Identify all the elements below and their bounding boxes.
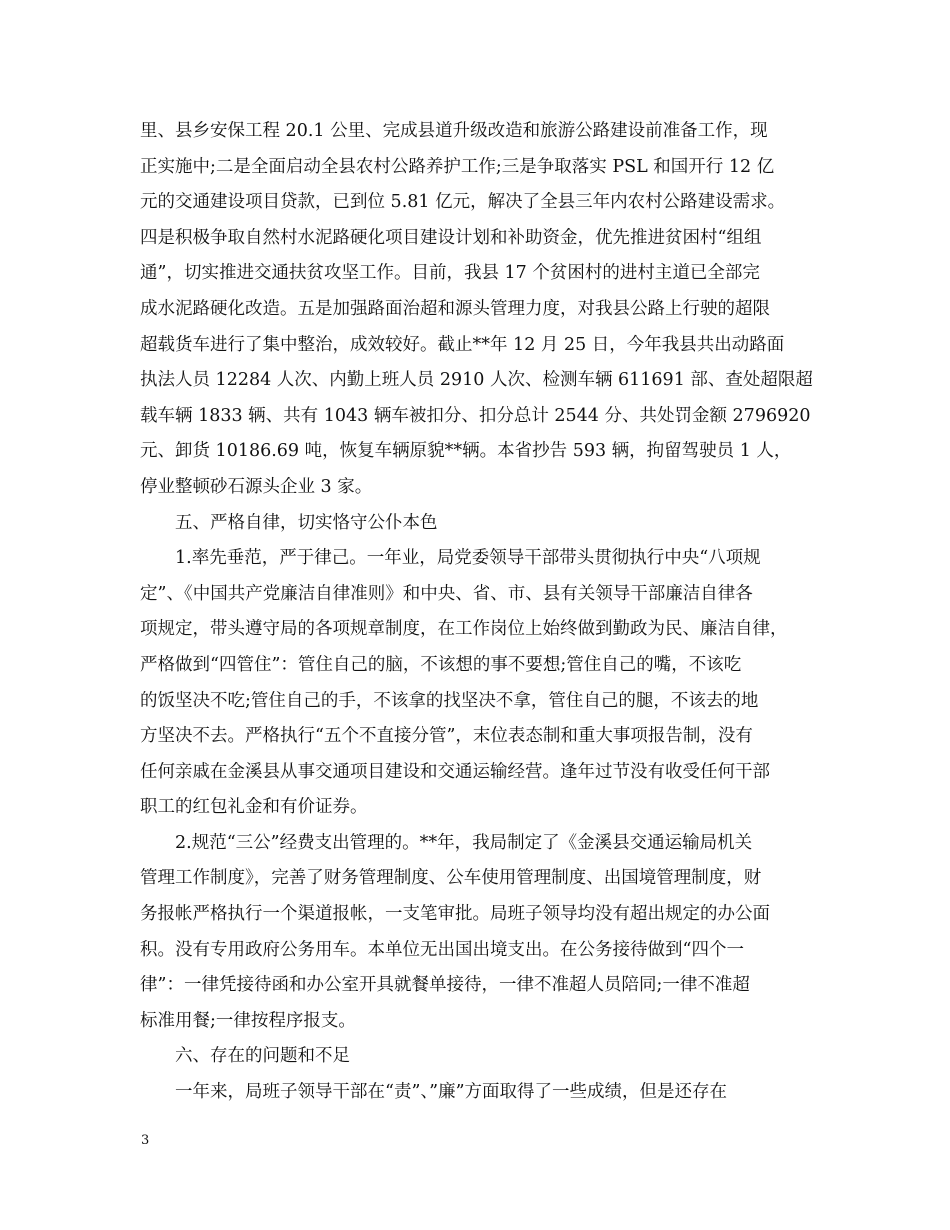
text-line: 通”，切实推进交通扶贫攻坚工作。目前，我县 17 个贫困村的进村主道已全部完 — [140, 263, 760, 284]
text-line: 2.规范“三公”经费支出管理的。**年，我局制定了《金溪县交通运输局机关 — [175, 832, 753, 853]
text-line: 正实施中;二是全面启动全县农村公路养护工作;三是争取落实 PSL 和国开行 12 亿 — [140, 156, 775, 177]
text-line: 务报帐严格执行一个渠道报帐，一支笔审批。局班子领导均没有超出规定的办公面 — [140, 904, 770, 925]
text-line: 方坚决不去。严格执行“五个不直接分管”，末位表态制和重大事项报告制，没有 — [140, 726, 753, 747]
paragraph-problems-intro — [140, 1075, 830, 1111]
text-line: 成水泥路硬化改造。五是加强路面治超和源头管理力度，对我县公路上行驶的超限 — [140, 298, 770, 319]
text-line: 职工的红包礼金和有价证券。 — [140, 797, 368, 818]
text-line: 积。没有专用政府公务用车。本单位无出国出境支出。在公务接待做到“四个一 — [140, 939, 744, 960]
paragraph-lead-by-example — [140, 541, 830, 826]
text-line: 停业整顿砂石源头企业 3 家。 — [140, 476, 373, 497]
text-line: 项规定，带头遵守局的各项规章制度，在工作岗位上始终做到勤政为民、廉洁自律， — [140, 619, 788, 640]
text-line: 1.率先垂范，严于律己。一年业，局党委领导干部带头贯彻执行中央“八项规 — [175, 548, 761, 569]
section-heading: 六、存在的问题和不足 — [175, 1046, 350, 1067]
body-text — [140, 114, 830, 1111]
text-line: 律”：一律凭接待函和办公室开具就餐单接待，一律不准超人员陪同;一律不准超 — [140, 975, 750, 996]
text-line: 管理工作制度》，完善了财务管理制度、公车使用管理制度、出国境管理制度，财 — [140, 868, 762, 889]
text-line: 任何亲戚在金溪县从事交通项目建设和交通运输经营。逢年过节没有收受任何干部 — [140, 761, 770, 782]
text-line: 超载货车进行了集中整治，成效较好。截止**年 12 月 25 日，今年我县共出动路面 — [140, 334, 785, 355]
text-line: 元的交通建设项目贷款，已到位 5.81 亿元，解决了全县三年内农村公路建设需求。 — [140, 192, 786, 213]
text-line: 严格做到“四管住”：管住自己的脑，不该想的事不要想;管住自己的嘴，不该吃 — [140, 654, 742, 675]
section-heading-problems — [140, 1039, 830, 1075]
text-line: 执法人员 12284 人次、内勤上班人员 2910 人次、检测车辆 611691 部、查处超限超 — [140, 370, 813, 391]
text-line: 里、县乡安保工程 20.1 公里、完成县道升级改造和旅游公路建设前准备工作，现 — [140, 121, 768, 141]
text-line: 一年来，局班子领导干部在“责”、”廉”方面取得了一些成绩，但是还存在 — [175, 1082, 728, 1103]
paragraph-three-public-expenses — [140, 826, 830, 1040]
text-line: 定”、《中国共产党廉洁自律准则》和中央、省、市、县有关领导干部廉洁自律各 — [140, 583, 753, 604]
section-heading-self-discipline — [140, 506, 830, 542]
text-line: 标准用餐;一律按程序报支。 — [140, 1010, 356, 1031]
paragraph-transport-results — [140, 114, 830, 506]
text-line: 载车辆 1833 辆、共有 1043 辆车被扣分、扣分总计 2544 分、共处罚金额 2796920 — [140, 405, 811, 426]
page-number: 3 — [141, 1133, 150, 1148]
section-heading: 五、严格自律，切实恪守公仆本色 — [175, 512, 438, 533]
text-line: 四是积极争取自然村水泥路硬化项目建设计划和补助资金，优先推进贫困村“组组 — [140, 227, 762, 248]
text-line: 元、卸货 10186.69 吨，恢复车辆原貌**辆。本省抄告 593 辆，拘留驾驶员 1 人， — [140, 441, 792, 462]
text-line: 的饭坚决不吃;管住自己的手，不该拿的找坚决不拿，管住自己的腿，不该去的地 — [140, 690, 759, 711]
